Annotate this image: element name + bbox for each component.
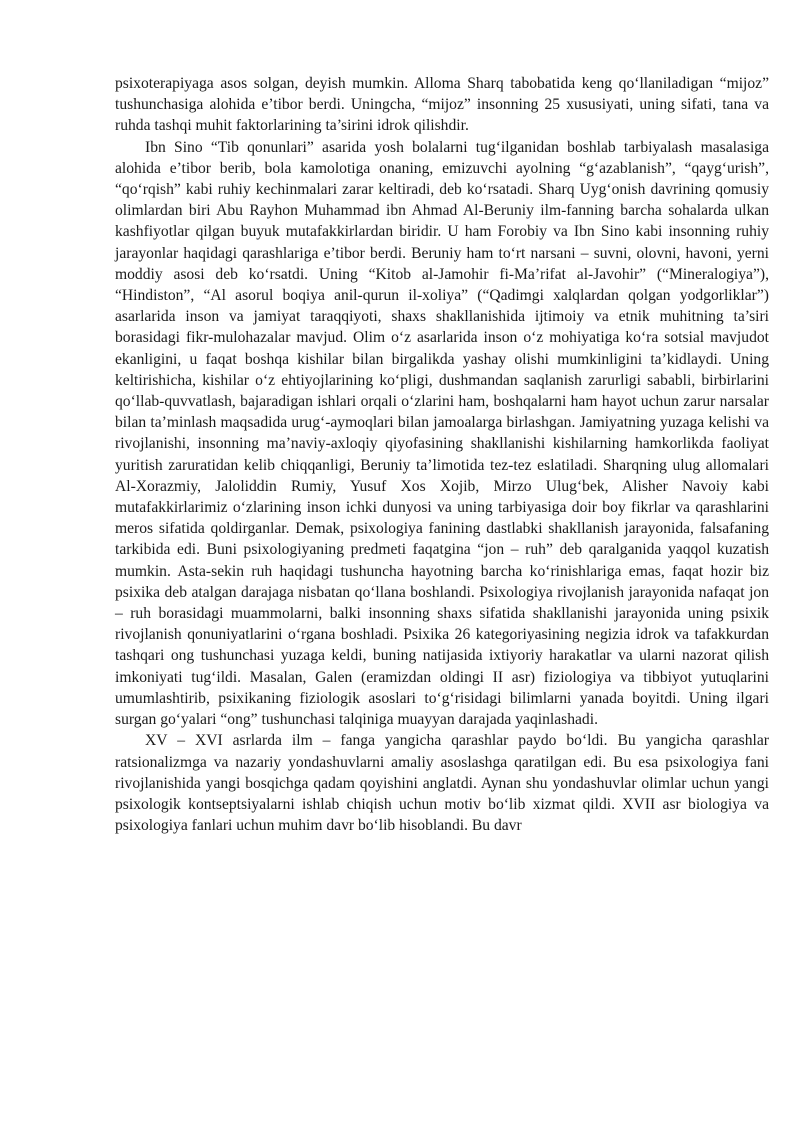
document-page [115,73,769,836]
paragraph-ibn-sino: Ibn Sino “Tib qonunlari” asarida yosh bolalarni tug‘ilganidan boshlab tarbiyalash masalasiga alohida e’tibor berib, bola kamolotiga onaning, emizuvchi ayolning “g‘azablanish”, “qayg‘urish”, “qo‘rqish” kabi ruhiy kechinmalari zarar keltiradi, deb ko‘rsatadi. Sharq Uyg‘onish davrining qomusiy olimlardan biri Abu Rayhon Muhammad ibn Ahmad Al-Beruniy ilm-fanning barcha sohalarda ulkan kashfiyotlar qilgan buyuk mutafakkirlardan biridir. U ham Forobiy va Ibn Sino kabi insonning ruhiy jarayonlar haqidagi qarashlariga e’tibor berdi. Beruniy ham to‘rt narsani – suvni, olovni, havoni, yerni moddiy asosi deb ko‘rsatdi. Uning “Kitob al-Jamohir fi-Ma’rifat al-Javohir” (“Mineralogiya”), “Hindiston”, “Al asorul boqiya anil-qurun il-xoliya” (“Qadimgi xalqlardan qolgan yodgorliklar”) asarlarida inson va jamiyat taraqqiyoti, shaxs shakllanishida ijtimoiy va etnik muhitning ta’siri borasidagi fikr-mulohazalar mavjud. Olim o‘z asarlarida inson o‘z mohiyatiga ko‘ra sotsial mavjudot ekanligini, u faqat boshqa kishilar bilan birgalikda yashay olishi mumkinligini ta’kidlaydi. Uning keltirishicha, kishilar o‘z ehtiyojlarining ko‘pligi, dushmandan saqlanish zarurligi sababli, birbirlarini qo‘llab-quvvatlash, bajaradigan ishlari orqali o‘zlarini ham, boshqalarni ham hayot uchun zarur narsalar bilan ta’minlash maqsadida urug‘-aymoqlari bilan jamoalarga birlashgan. Jamiyatning yuzaga kelishi va rivojlanishi, insonning ma’naviy-axloqiy qiyofasining shakllanishi kishilarning hamkorlikda faoliyat yuritish zaruratidan kelib chiqqanligi, Beruniy ta’limotida tez-tez eslatiladi. Sharqning ulug allomalari Al-Xorazmiy, Jaloliddin Rumiy, Yusuf Xos Xojib, Mirzo Ulug‘bek, Alisher Navoiy kabi mutafakkirlarimiz o‘zlarining inson ichki dunyosi va uning tarbiyasiga doir boy fikrlar va qarashlarini meros sifatida qoldirganlar. Demak, psixologiya fanining dastlabki shakllanish jarayonida, falsafaning tarkibida edi. Buni psixologiyaning predmeti faqatgina “jon – ruh” deb qaralganida yaqqol kuzatish mumkin. Asta-sekin ruh haqidagi tushuncha hayotning barcha ko‘rinishlariga emas, faqat hozir biz psixika deb atalgan darajaga nisbatan qo‘llana boshlandi. Psixologiya rivojlanish jarayonida nafaqat jon – ruh borasidagi muammolarni, balki insonning shaxs sifatida shakllanishi jarayonida uning psixik rivojlanish qonuniyatlarini o‘rgana boshladi. Psixika 26 kategoriyasining negizia idrok va tafakkurdan tashqari ong tushunchasi yuzaga keldi, buning natijasida ixtiyoriy harakatlar va ularni nazorat qilish imkoniyati tug‘ildi. Masalan, Galen (eramizdan oldingi II asr) fiziologiya va tibbiyot yutuqlarini umumlashtirib, psixikaning fiziologik asoslari to‘g‘risidagi bilimlarni yanada boyitdi. Uning ilgari surgan go‘yalari “ong” tushunchasi talqiniga muayyan darajada yaqinlashadi. [115,138,769,729]
paragraph-continuation: psixoterapiyaga asos solgan, deyish mumkin. Alloma Sharq tabobatida keng qo‘llaniladigan “mijoz” tushunchasiga alohida e’tibor berdi. Uningcha, “mijoz” insonning 25 xususiyati, uning sifati, tana va ruhda tashqi muhit faktorlarining ta’sirini idrok qilishdir. [115,75,769,135]
paragraph-xv-xvi: XV – XVI asrlarda ilm – fanga yangicha qarashlar paydo bo‘ldi. Bu yangicha qarashlar ratsionalizmga va nazariy yondashuvlarni amaliy asoslashga qaratilgan edi. Bu esa psixologiya fani rivojlanishida yangi bosqichga qadam qoyishini anglatdi. Aynan shu yondashuvlar olimlar uchun yangi psixologik kontseptsiyalarni ishlab chiqish uchun motiv bo‘lib xizmat qildi. XVII asr biologiya va psixologiya fanlari uchun muhim davr bo‘lib hisoblandi. Bu davr [115,732,769,835]
